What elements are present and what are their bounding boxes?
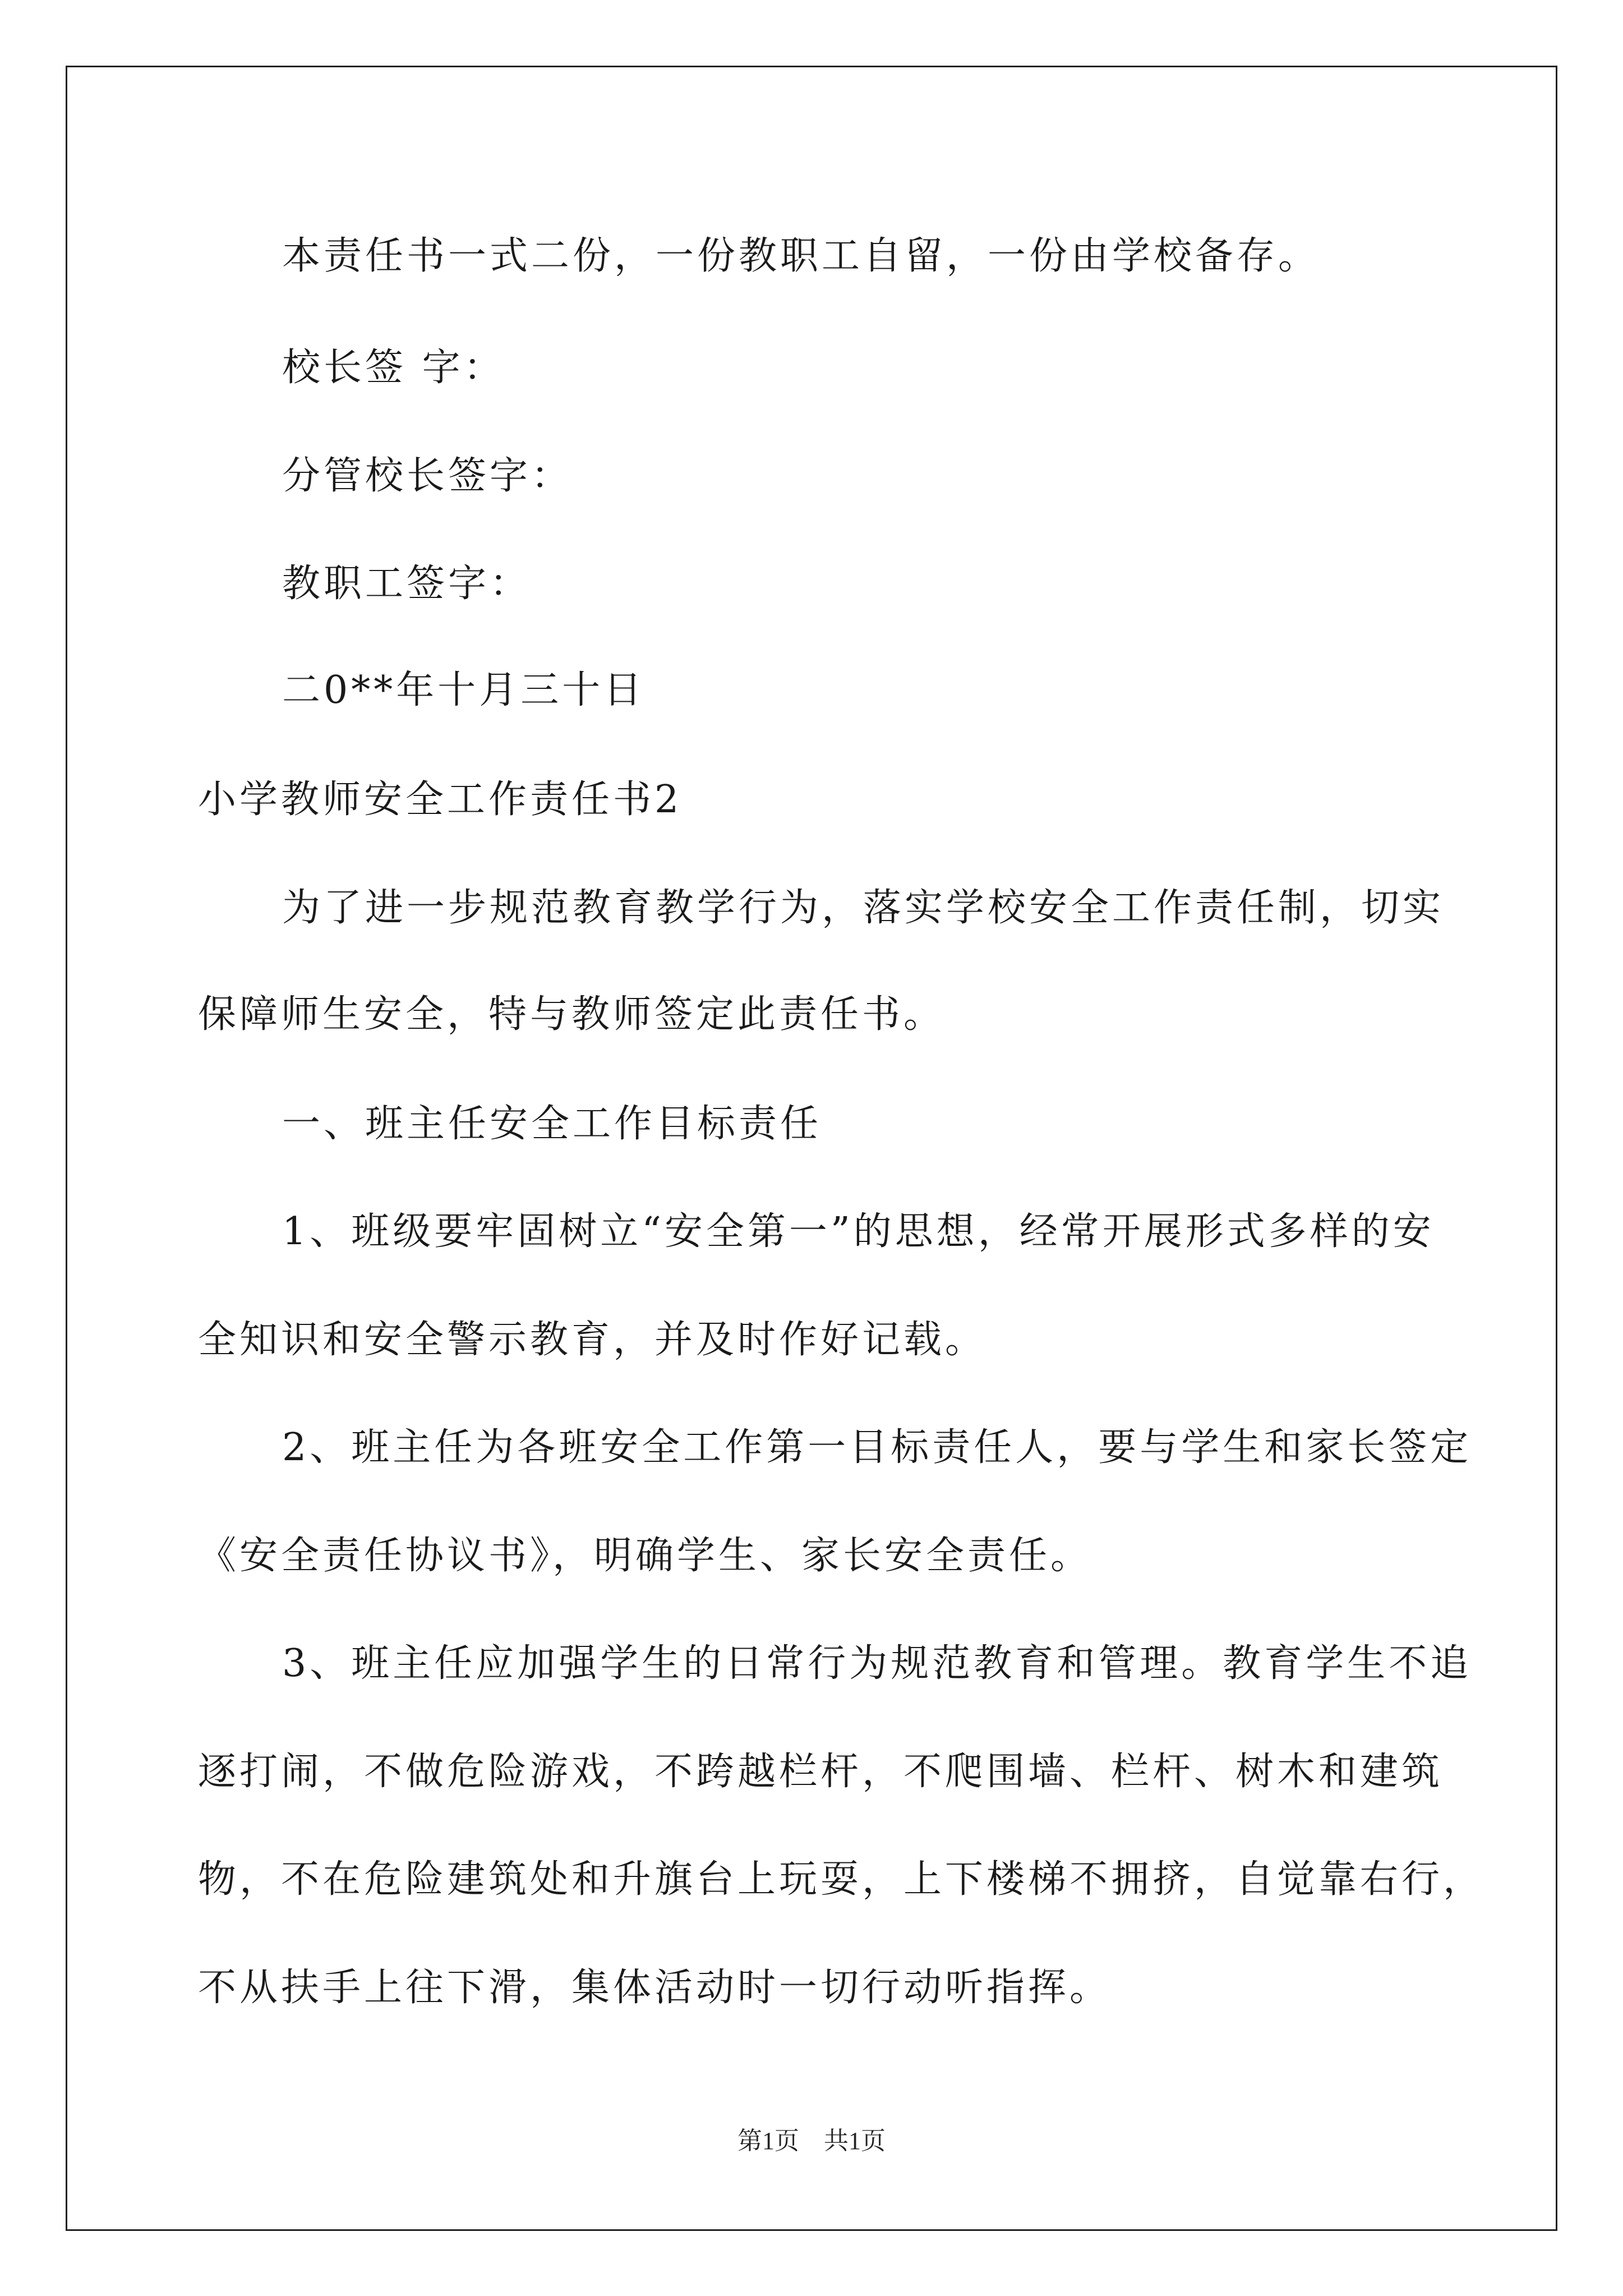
closing-copies-note: 本责任书一式二份，一份教职工自留，一份由学校备存。 xyxy=(282,234,1320,278)
item-3-line-3: 物，不在危险建筑处和升旗台上玩耍，上下楼梯不拥挤，自觉靠右行， xyxy=(198,1857,1485,1902)
item-1-line-2: 全知识和安全警示教育，并及时作好记载。 xyxy=(198,1318,987,1362)
page-border xyxy=(66,66,1557,2231)
item-2-line-2: 《安全责任协议书》，明确学生、家长安全责任。 xyxy=(198,1534,1092,1578)
intro-paragraph-line-1: 为了进一步规范教育教学行为，落实学校安全工作责任制，切实 xyxy=(282,886,1445,930)
heading-class-teacher-responsibility: 一、班主任安全工作目标责任 xyxy=(282,1102,822,1146)
vice-principal-signature-line: 分管校长签字： xyxy=(282,454,573,498)
intro-paragraph-line-2: 保障师生安全，特与教师签定此责任书。 xyxy=(198,992,946,1037)
principal-signature-line: 校长签 字： xyxy=(282,346,505,390)
item-3-line-2: 逐打闹，不做危险游戏，不跨越栏杆，不爬围墙、栏杆、树木和建筑 xyxy=(198,1750,1444,1794)
item-3-line-1: 3、班主任应加强学生的日常行为规范教育和管理。教育学生不追 xyxy=(282,1641,1472,1686)
section-title: 小学教师安全工作责任书2 xyxy=(198,777,683,822)
date-line: 二0**年十月三十日 xyxy=(282,668,645,712)
item-2-line-1: 2、班主任为各班安全工作第一目标责任人，要与学生和家长签定 xyxy=(282,1425,1472,1470)
item-3-line-4: 不从扶手上往下滑，集体活动时一切行动听指挥。 xyxy=(198,1966,1112,2010)
page-number-footer: 第1页 共1页 xyxy=(737,2127,886,2155)
item-1-line-1: 1、班级要牢固树立“安全第一”的思想，经常开展形式多样的安 xyxy=(282,1209,1435,1254)
staff-signature-line: 教职工签字： xyxy=(282,562,532,606)
